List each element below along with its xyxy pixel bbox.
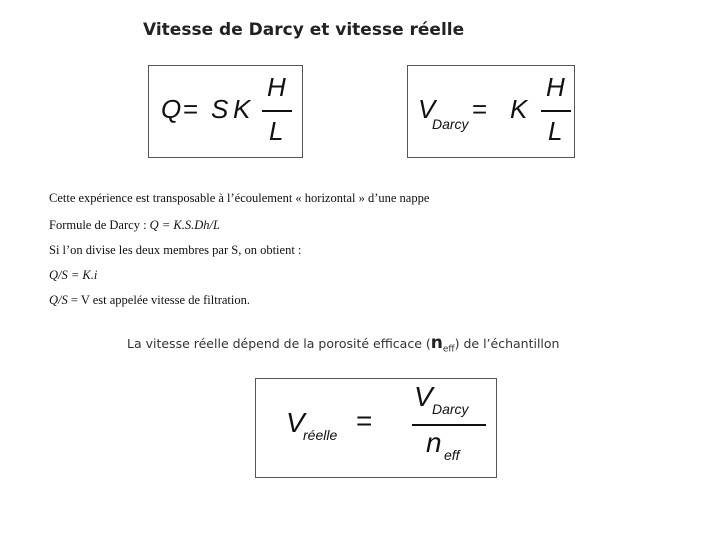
fraction-bar <box>412 424 486 426</box>
formula-q: Q <box>161 94 182 124</box>
text-line-1: Cette expérience est transposable à l’écoulement « horizontal » d’une nappe <box>49 191 430 205</box>
formula-denominator-l: L <box>548 116 563 146</box>
section-subtitle <box>127 333 559 355</box>
ratio-symbol: Q/S <box>49 293 68 307</box>
formula-v-subscript: Darcy <box>432 116 469 132</box>
text-line-3: Si l’on divise les deux membres par S, on obtient : <box>49 243 302 257</box>
formula-denominator-subscript: eff <box>444 447 460 463</box>
formula-numerator-v: V <box>414 381 433 412</box>
darcy-velocity-formula <box>407 65 575 158</box>
real-velocity-formula <box>255 378 497 478</box>
formula-k: K <box>510 94 528 124</box>
text-line-2 <box>49 218 220 233</box>
formula-s: S <box>211 94 229 124</box>
filtration-velocity-text: = V est appelée vitesse de filtration. <box>67 293 250 307</box>
formula-equals: = <box>356 405 373 436</box>
ratio-expression: Q/S = K.i <box>49 268 98 282</box>
formula-denominator-n: n <box>426 427 442 458</box>
fraction-bar <box>262 110 292 112</box>
subtitle-n: n <box>430 333 443 353</box>
formula-v-subscript: réelle <box>303 427 338 443</box>
page-title: Vitesse de Darcy et vitesse réelle <box>143 20 465 40</box>
text-line-4 <box>49 268 97 283</box>
formula-numerator-subscript: Darcy <box>432 401 469 417</box>
formula-k: K <box>233 94 251 124</box>
formula-denominator-l: L <box>269 116 284 146</box>
darcy-formula-expression: Q = K.S.Dh/L <box>149 218 220 232</box>
darcy-formula-label: Formule de Darcy : <box>49 218 150 232</box>
formula-v: V <box>418 94 436 124</box>
subtitle-n-subscript: eff <box>442 344 455 355</box>
subtitle-after: ) de l’échantillon <box>454 336 560 351</box>
formula-numerator-h: H <box>546 72 565 102</box>
text-line-5 <box>49 293 250 308</box>
subtitle-before: La vitesse réelle dépend de la porosité efficace ( <box>127 336 431 351</box>
darcy-flow-formula <box>148 65 303 158</box>
formula-numerator-h: H <box>267 72 286 102</box>
fraction-bar <box>541 110 571 112</box>
formula-v: V <box>286 407 305 438</box>
formula-equals: = <box>183 94 199 124</box>
formula-equals: = <box>472 94 488 124</box>
